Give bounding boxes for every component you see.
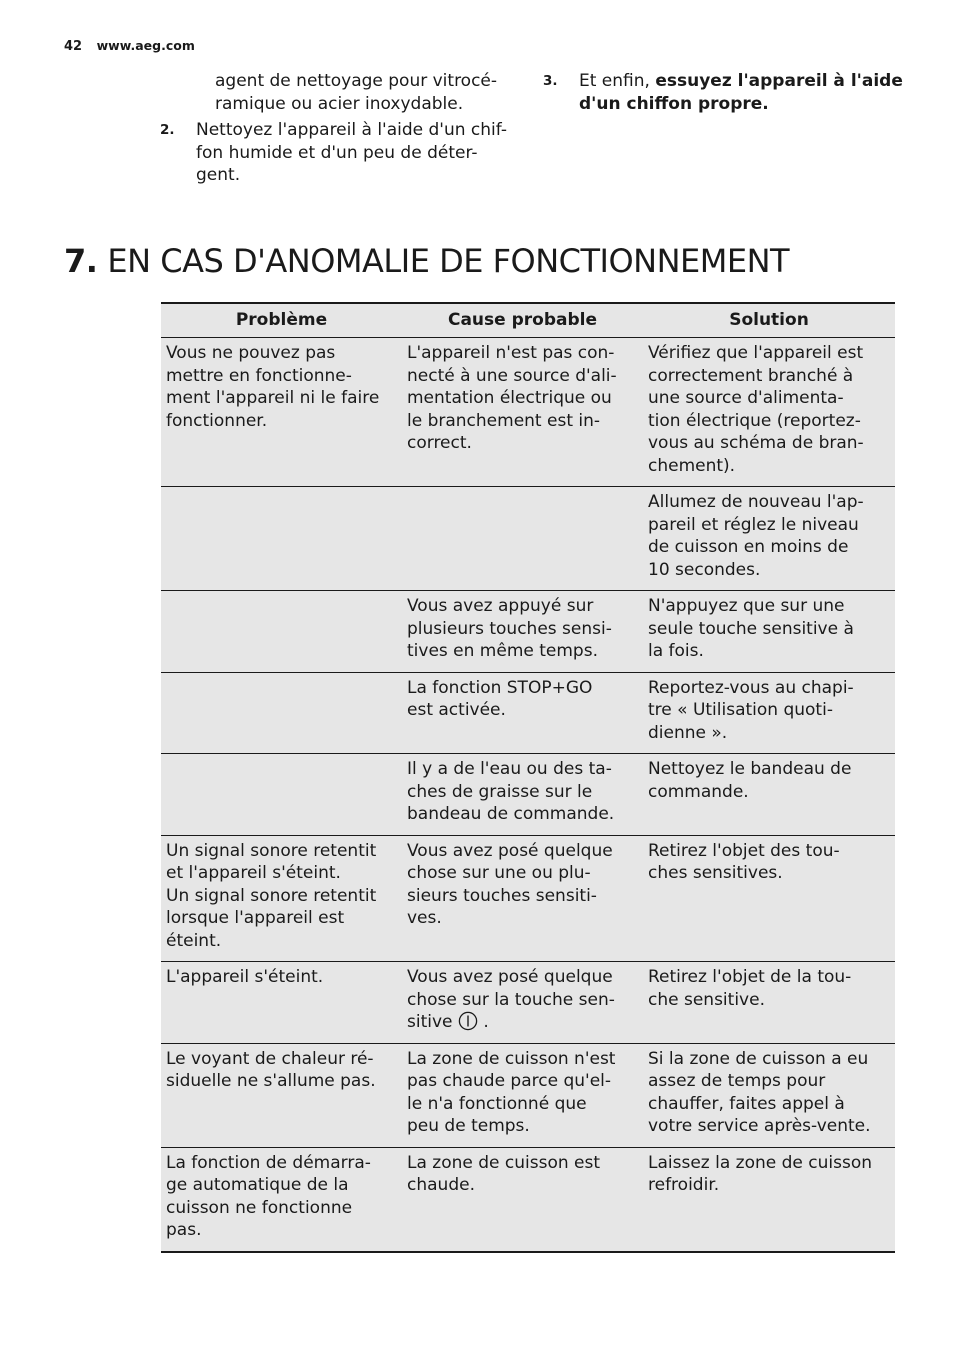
step-number: 2.	[160, 122, 175, 138]
cell-line: La fonction STOP+GO	[407, 677, 593, 698]
text-line: gent.	[196, 165, 241, 185]
step-number: 3.	[543, 73, 558, 89]
cell-suffix: .	[483, 1012, 489, 1032]
cell-line: chose sur la touche sen-	[407, 989, 615, 1010]
cell-cause	[402, 962, 643, 1044]
cell-line: correctement branché à	[648, 365, 854, 386]
cell-problem	[161, 591, 402, 673]
cell-line: assez de temps pour	[648, 1071, 826, 1091]
cell-solution	[643, 835, 895, 962]
cell-line: dienne ».	[648, 722, 728, 743]
cell-line: Un signal sonore retentit	[166, 840, 377, 861]
cell-line: éteint.	[166, 930, 222, 951]
page-number: 42	[64, 39, 83, 54]
section-title-text: EN CAS D'ANOMALIE DE FONCTIONNEMENT	[107, 242, 790, 280]
cell-line: siduelle ne s'allume pas.	[166, 1071, 376, 1091]
cell-line: sitive .	[407, 1012, 489, 1032]
cell-line: sieurs touches sensiti-	[407, 885, 597, 906]
column-header-problem: Problème	[161, 303, 402, 338]
cell-line: Si la zone de cuisson a eu	[648, 1048, 869, 1069]
cell-line: refroidir.	[648, 1175, 720, 1195]
cell-line: fonctionner.	[166, 410, 268, 431]
cell-line: La zone de cuisson n'est	[407, 1048, 616, 1069]
table-row	[161, 338, 895, 487]
cell-line: mentation électrique ou	[407, 388, 612, 408]
cell-line: le branchement est in-	[407, 410, 601, 431]
cell-cause	[402, 1147, 643, 1252]
cell-line: votre service après-vente.	[648, 1116, 871, 1136]
cell-cause	[402, 835, 643, 962]
cell-cause	[402, 487, 643, 591]
table-row	[161, 754, 895, 836]
cell-problem	[161, 338, 402, 487]
cell-solution	[643, 1147, 895, 1252]
table-row	[161, 487, 895, 591]
continuation-text	[160, 70, 520, 115]
cell-line: ge automatique de la	[166, 1175, 349, 1195]
cell-line: tives en même temps.	[407, 641, 598, 661]
cell-problem	[161, 754, 402, 836]
cell-line: Laissez la zone de cuisson	[648, 1152, 873, 1173]
cell-line: La zone de cuisson est	[407, 1152, 601, 1173]
step-2	[160, 119, 520, 187]
cell-line: Vous avez appuyé sur	[407, 596, 594, 616]
page-header	[64, 38, 195, 54]
cell-problem	[161, 835, 402, 962]
step-text-bold: essuyez l'appareil à l'aide	[655, 71, 903, 91]
cell-line: pas chaude parce qu'el-	[407, 1071, 612, 1091]
cell-cause	[402, 1043, 643, 1147]
cell-line: la fois.	[648, 641, 704, 661]
cell-line: bandeau de commande.	[407, 804, 615, 824]
cell-cause	[402, 754, 643, 836]
cell-line: seule touche sensitive à	[648, 618, 854, 639]
cell-solution	[643, 962, 895, 1044]
cell-problem	[161, 487, 402, 591]
cell-solution	[643, 1043, 895, 1147]
cell-line: plusieurs touches sensi-	[407, 618, 612, 639]
cell-line: mettre en fonctionne-	[166, 365, 352, 386]
cell-line: lorsque l'appareil est	[166, 908, 345, 928]
cell-line: tion électrique (reportez-	[648, 410, 861, 431]
table-row	[161, 1043, 895, 1147]
cell-cause	[402, 338, 643, 487]
cell-line: est activée.	[407, 700, 506, 720]
step-3	[543, 70, 903, 115]
section-number: 7.	[64, 242, 98, 280]
cell-line: Vous avez posé quelque	[407, 840, 613, 861]
cell-line: correct.	[407, 433, 472, 453]
cell-line: tre « Utilisation quoti-	[648, 700, 833, 720]
cell-line: necté à une source d'ali-	[407, 365, 617, 386]
cell-line: Il y a de l'eau ou des ta-	[407, 759, 612, 779]
cell-line: ves.	[407, 908, 442, 928]
cell-line: de cuisson en moins de	[648, 537, 849, 557]
cell-line: Vérifiez que l'appareil est	[648, 343, 864, 363]
step-text-plain: Et enfin,	[579, 71, 656, 91]
right-column	[543, 70, 903, 115]
cell-line: Reportez-vous au chapi-	[648, 677, 854, 698]
cell-problem	[161, 1147, 402, 1252]
cell-line: chaude.	[407, 1175, 475, 1195]
cell-line: pas.	[166, 1220, 202, 1240]
cell-cause	[402, 672, 643, 754]
text-line: Nettoyez l'appareil à l'aide d'un chif-	[196, 120, 507, 140]
text-line: agent de nettoyage pour vitrocé-	[215, 71, 498, 91]
cell-problem	[161, 1043, 402, 1147]
cell-line: commande.	[648, 781, 749, 802]
text-line	[579, 93, 903, 116]
cell-line: 10 secondes.	[648, 559, 761, 580]
cell-line: une source d'alimenta-	[648, 388, 844, 408]
cell-line: Nettoyez le bandeau de	[648, 759, 852, 779]
cell-line: ment l'appareil ni le faire	[166, 388, 380, 408]
cell-line: L'appareil s'éteint.	[166, 967, 324, 987]
step-text-bold: d'un chiffon propre.	[579, 93, 769, 114]
column-header-cause: Cause probable	[402, 303, 643, 338]
cell-line: Retirez l'objet de la tou-	[648, 967, 852, 987]
cell-solution	[643, 487, 895, 591]
website-link[interactable]: www.aeg.com	[96, 38, 195, 53]
cell-solution	[643, 338, 895, 487]
text-line: ramique ou acier inoxydable.	[215, 93, 464, 114]
table-row	[161, 672, 895, 754]
cell-line: Un signal sonore retentit	[166, 885, 377, 906]
cell-line: le n'a fonctionné que	[407, 1093, 587, 1114]
table-row	[161, 591, 895, 673]
cell-problem	[161, 672, 402, 754]
cell-line: chement).	[648, 455, 736, 476]
cell-line: pareil et réglez le niveau	[648, 514, 859, 535]
table-row	[161, 1147, 895, 1252]
cell-problem	[161, 962, 402, 1044]
cell-line: Vous ne pouvez pas	[166, 343, 336, 363]
troubleshooting-table	[161, 302, 895, 1253]
cell-line: ches de graisse sur le	[407, 781, 593, 802]
cell-line: L'appareil n'est pas con-	[407, 343, 615, 363]
cell-line: La fonction de démarra-	[166, 1152, 371, 1173]
cell-line: et l'appareil s'éteint.	[166, 863, 341, 883]
text-line: fon humide et d'un peu de déter-	[196, 142, 478, 163]
cell-line: Retirez l'objet des tou-	[648, 840, 840, 861]
cell-solution	[643, 591, 895, 673]
text-line	[579, 70, 903, 93]
cell-line: Allumez de nouveau l'ap-	[648, 492, 864, 512]
cell-line: chose sur une ou plu-	[407, 863, 591, 883]
table-row	[161, 835, 895, 962]
cell-line: Vous avez posé quelque	[407, 967, 613, 987]
cell-line: vous au schéma de bran-	[648, 433, 864, 453]
cell-line: che sensitive.	[648, 989, 765, 1010]
column-header-solution: Solution	[643, 303, 895, 338]
left-column	[160, 70, 520, 187]
cell-line: cuisson ne fonctionne	[166, 1197, 353, 1218]
cell-solution	[643, 672, 895, 754]
section-title	[64, 242, 789, 280]
cell-line: Le voyant de chaleur ré-	[166, 1048, 374, 1069]
cell-cause	[402, 591, 643, 673]
cell-line: chauffer, faites appel à	[648, 1093, 845, 1114]
cell-solution	[643, 754, 895, 836]
cell-line: ches sensitives.	[648, 863, 783, 883]
cell-line: peu de temps.	[407, 1116, 530, 1136]
table-header-row	[161, 303, 895, 338]
table-row	[161, 962, 895, 1044]
cell-line: N'appuyez que sur une	[648, 596, 845, 616]
power-icon	[458, 1011, 478, 1031]
